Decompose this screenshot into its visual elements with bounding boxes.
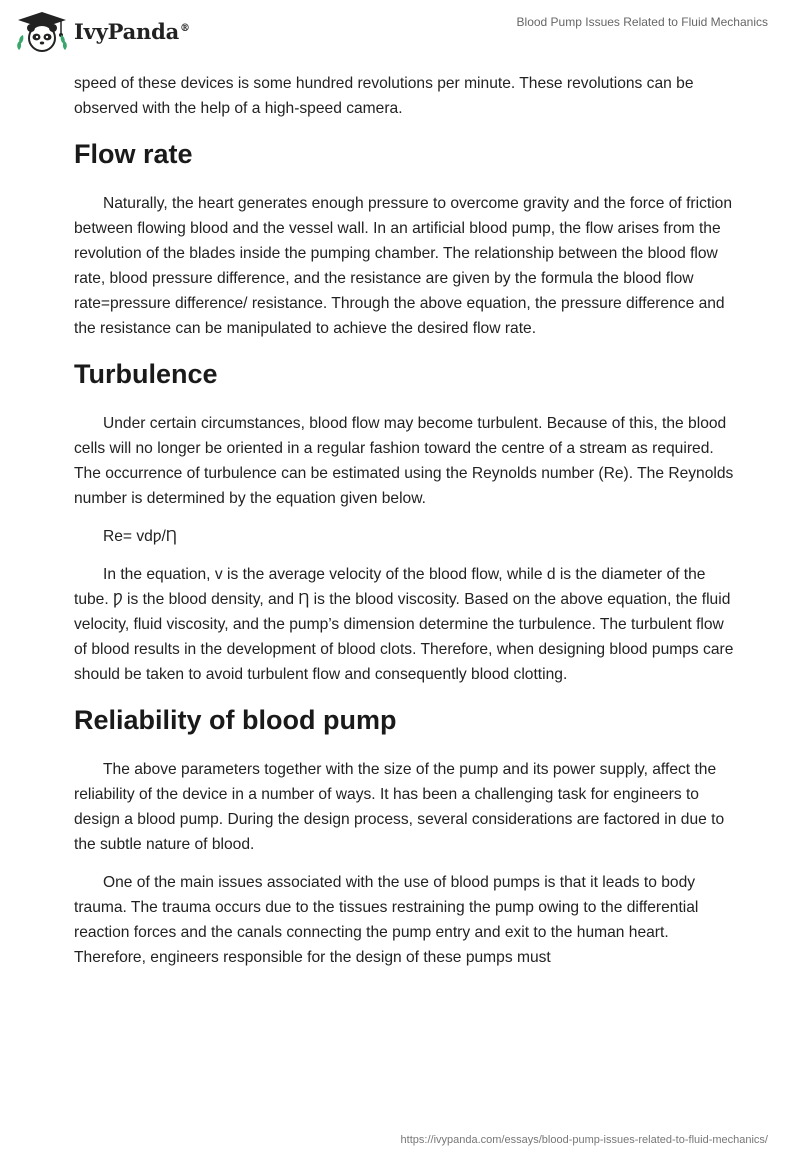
document-title: Blood Pump Issues Related to Fluid Mechanics <box>516 15 768 29</box>
heading-turbulence: Turbulence <box>74 359 218 389</box>
heading-reliability: Reliability of blood pump <box>74 705 397 735</box>
source-url-link[interactable]: https://ivypanda.com/essays/blood-pump-issues-related-to-fluid-mechanics/ <box>400 1134 768 1146</box>
equation-reynolds: Re= vdƿ/Ƞ <box>103 528 177 545</box>
paragraph-reliability-2: One of the main issues associated with the use of blood pumps is that it leads to body trauma. The trauma occurs due to the tissues restraining the pump owing to the differential reaction forces and the canals connecting the pump entry and exit to the human heart. Therefore, engineers responsible for the design of these pumps must <box>74 874 699 966</box>
panda-graduate-icon <box>14 10 70 52</box>
paragraph-turbulence-1: Under certain circumstances, blood flow may become turbulent. Because of this, the blood cells will no longer be oriented in a regular fashion toward the centre of a stream as required. The occurrence of turbulence can be estimated using the Reynolds number (Re). The Reynolds number is determined by the equation given below. <box>74 415 734 507</box>
heading-flow-rate: Flow rate <box>74 139 193 169</box>
page-header <box>0 0 800 64</box>
paragraph-flow-rate: Naturally, the heart generates enough pressure to overcome gravity and the force of friction between flowing blood and the vessel wall. In an artificial blood pump, the flow arises from the revolution of the blades inside the pumping chamber. The relationship between the blood flow rate, blood pressure difference, and the resistance are given by the formula the blood flow rate=pressure difference/ resistance. Through the above equation, the pressure difference and the resistance can be manipulated to achieve the desired flow rate. <box>74 195 733 337</box>
brand-name: IvyPanda® <box>74 18 190 44</box>
essay-body <box>74 71 734 983</box>
paragraph-turbulence-2: In the equation, v is the average velocity of the blood flow, while d is the diameter of the tube. Ƿ is the blood density, and Ƞ is the blood viscosity. Based on the above equation, the fluid velocity, fluid viscosity, and the pump’s dimension determine the turbulence. The turbulent flow of blood results in the development of blood clots. Therefore, when designing blood pumps care should be taken to avoid turbulent flow and consequently blood clotting. <box>74 566 734 683</box>
paragraph-reliability-1: The above parameters together with the size of the pump and its power supply, affect the reliability of the device in a number of ways. It has been a challenging task for engineers to design a blood pump. During the design process, several considerations are factored in due to the subtle nature of blood. <box>74 761 725 853</box>
brand-logo[interactable] <box>14 10 190 52</box>
paragraph-intro: speed of these devices is some hundred revolutions per minute. These revolutions can be observed with the help of a high-speed camera. <box>74 75 694 117</box>
